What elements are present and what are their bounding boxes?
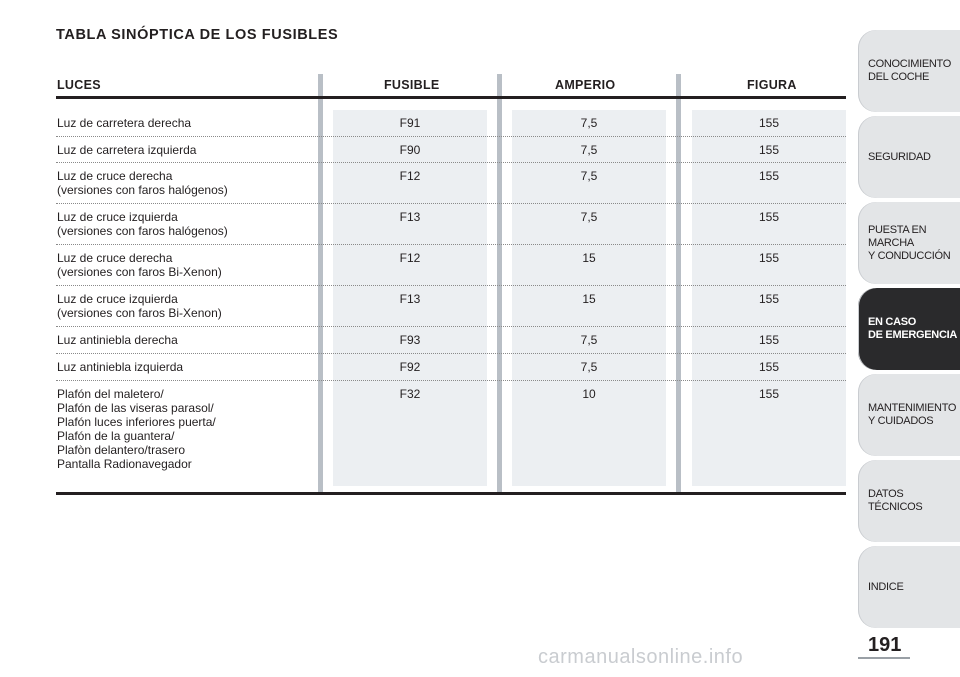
header-amperio: AMPERIO [555, 78, 616, 92]
light-label [57, 143, 307, 157]
table-row [56, 354, 846, 381]
table-row [56, 286, 846, 327]
light-label-line: Luz de carretera izquierda [57, 143, 197, 157]
sidebar-tab-label-line: EN CASO [868, 316, 917, 328]
light-label-line: Plafòn delantero/trasero [57, 443, 186, 457]
sidebar-tab[interactable] [858, 374, 960, 456]
sidebar-tab-label-line: DATOS TÉCNICOS [868, 488, 923, 513]
sidebar-tab-label-line: SEGURIDAD [868, 150, 931, 163]
light-label [57, 116, 307, 130]
figura-value: 155 [758, 251, 780, 265]
sidebar-tab[interactable] [858, 288, 960, 370]
sidebar-tab-label [868, 581, 903, 594]
header-luces: LUCES [57, 78, 101, 92]
amperio-value: 15 [582, 251, 596, 265]
sidebar-tab-label [868, 488, 960, 514]
light-label [57, 292, 307, 320]
light-label-line: (versiones con faros Bi-Xenon) [57, 265, 222, 279]
amperio-value: 15 [582, 292, 596, 306]
figura-value: 155 [758, 360, 780, 374]
fusible-value: F92 [399, 360, 421, 374]
light-label-line: (versiones con faros halógenos) [57, 183, 228, 197]
figura-value: 155 [758, 143, 780, 157]
figura-value: 155 [758, 387, 780, 401]
amperio-value: 7,5 [580, 169, 598, 183]
amperio-value: 7,5 [580, 143, 598, 157]
fusible-value: F13 [399, 292, 421, 306]
amperio-value: 7,5 [580, 360, 598, 374]
fusible-value: F12 [399, 169, 421, 183]
light-label-line: Luz de cruce derecha [57, 251, 173, 265]
figura-value: 155 [758, 292, 780, 306]
sidebar-tab[interactable] [858, 546, 960, 628]
sidebar-tab[interactable] [858, 30, 960, 112]
sidebar-tab[interactable] [858, 116, 960, 198]
sidebar-tab-label-line: CONOCIMIENTO [868, 58, 951, 70]
light-label-line: Luz de cruce derecha [57, 169, 173, 183]
fusible-value: F91 [399, 116, 421, 130]
light-label-line: Plafón luces inferiores puerta/ [57, 415, 216, 429]
light-label [57, 210, 307, 238]
sidebar-tab-label [868, 402, 956, 428]
figura-value: 155 [758, 210, 780, 224]
header-fusible: FUSIBLE [384, 78, 440, 92]
sidebar-tab-label-line: DE EMERGENCIA [868, 329, 957, 341]
fusible-value: F32 [399, 387, 421, 401]
watermark: carmanualsonline.info [538, 646, 744, 668]
light-label-line: Luz de carretera derecha [57, 116, 192, 130]
amperio-value: 7,5 [580, 116, 598, 130]
table-row [56, 327, 846, 354]
page-title: TABLA SINÓPTICA DE LOS FUSIBLES [56, 27, 339, 43]
table-row [56, 204, 846, 245]
figura-value: 155 [758, 116, 780, 130]
sidebar-tab-label [868, 316, 957, 342]
light-label [57, 387, 307, 471]
light-label-line: Luz de cruce izquierda [57, 210, 178, 224]
fusible-value: F13 [399, 210, 421, 224]
light-label-line: Plafón del maletero/ [57, 387, 164, 401]
light-label [57, 360, 307, 374]
amperio-value: 7,5 [580, 210, 598, 224]
sidebar-tab-label-line: Y CONDUCCIÓN [868, 249, 951, 262]
page-number: 191 [868, 634, 902, 656]
light-label [57, 169, 307, 197]
table-bottom-rule [56, 492, 846, 495]
table-row [56, 137, 846, 163]
table-row [56, 163, 846, 204]
fusible-value: F12 [399, 251, 421, 265]
page-number-underline [858, 657, 910, 659]
sidebar-tab-label-line: PUESTA EN MARCHA [868, 223, 927, 249]
sidebar-tab-label [868, 224, 960, 263]
sidebar-tab[interactable] [858, 460, 960, 542]
table-row [56, 110, 846, 137]
table-row [56, 245, 846, 286]
light-label [57, 333, 307, 347]
figura-value: 155 [758, 169, 780, 183]
sidebar-tab-label-line: Y CUIDADOS [868, 415, 934, 427]
amperio-value: 7,5 [580, 333, 598, 347]
light-label-line: Plafón de la guantera/ [57, 429, 175, 443]
sidebar-tab-label [868, 151, 931, 164]
table-row [56, 381, 846, 491]
light-label-line: Luz de cruce izquierda [57, 292, 178, 306]
fusible-value: F93 [399, 333, 421, 347]
light-label-line: (versiones con faros Bi-Xenon) [57, 306, 222, 320]
light-label-line: Luz antiniebla izquierda [57, 360, 184, 374]
light-label-line: Luz antiniebla derecha [57, 333, 178, 347]
light-label-line: Pantalla Radionavegador [57, 457, 192, 471]
sidebar-tab-label-line: DEL COCHE [868, 71, 930, 83]
sidebar-tab-label-line: INDICE [868, 580, 904, 593]
sidebar-tab-label-line: MANTENIMIENTO [868, 402, 957, 414]
light-label-line: (versiones con faros halógenos) [57, 224, 228, 238]
light-label-line: Plafón de las viseras parasol/ [57, 401, 214, 415]
sidebar-tab-label [868, 58, 951, 84]
fusible-value: F90 [399, 143, 421, 157]
sidebar-tab[interactable] [858, 202, 960, 284]
header-figura: FIGURA [747, 78, 797, 92]
amperio-value: 10 [582, 387, 596, 401]
table-top-rule [56, 96, 846, 99]
figura-value: 155 [758, 333, 780, 347]
light-label [57, 251, 307, 279]
